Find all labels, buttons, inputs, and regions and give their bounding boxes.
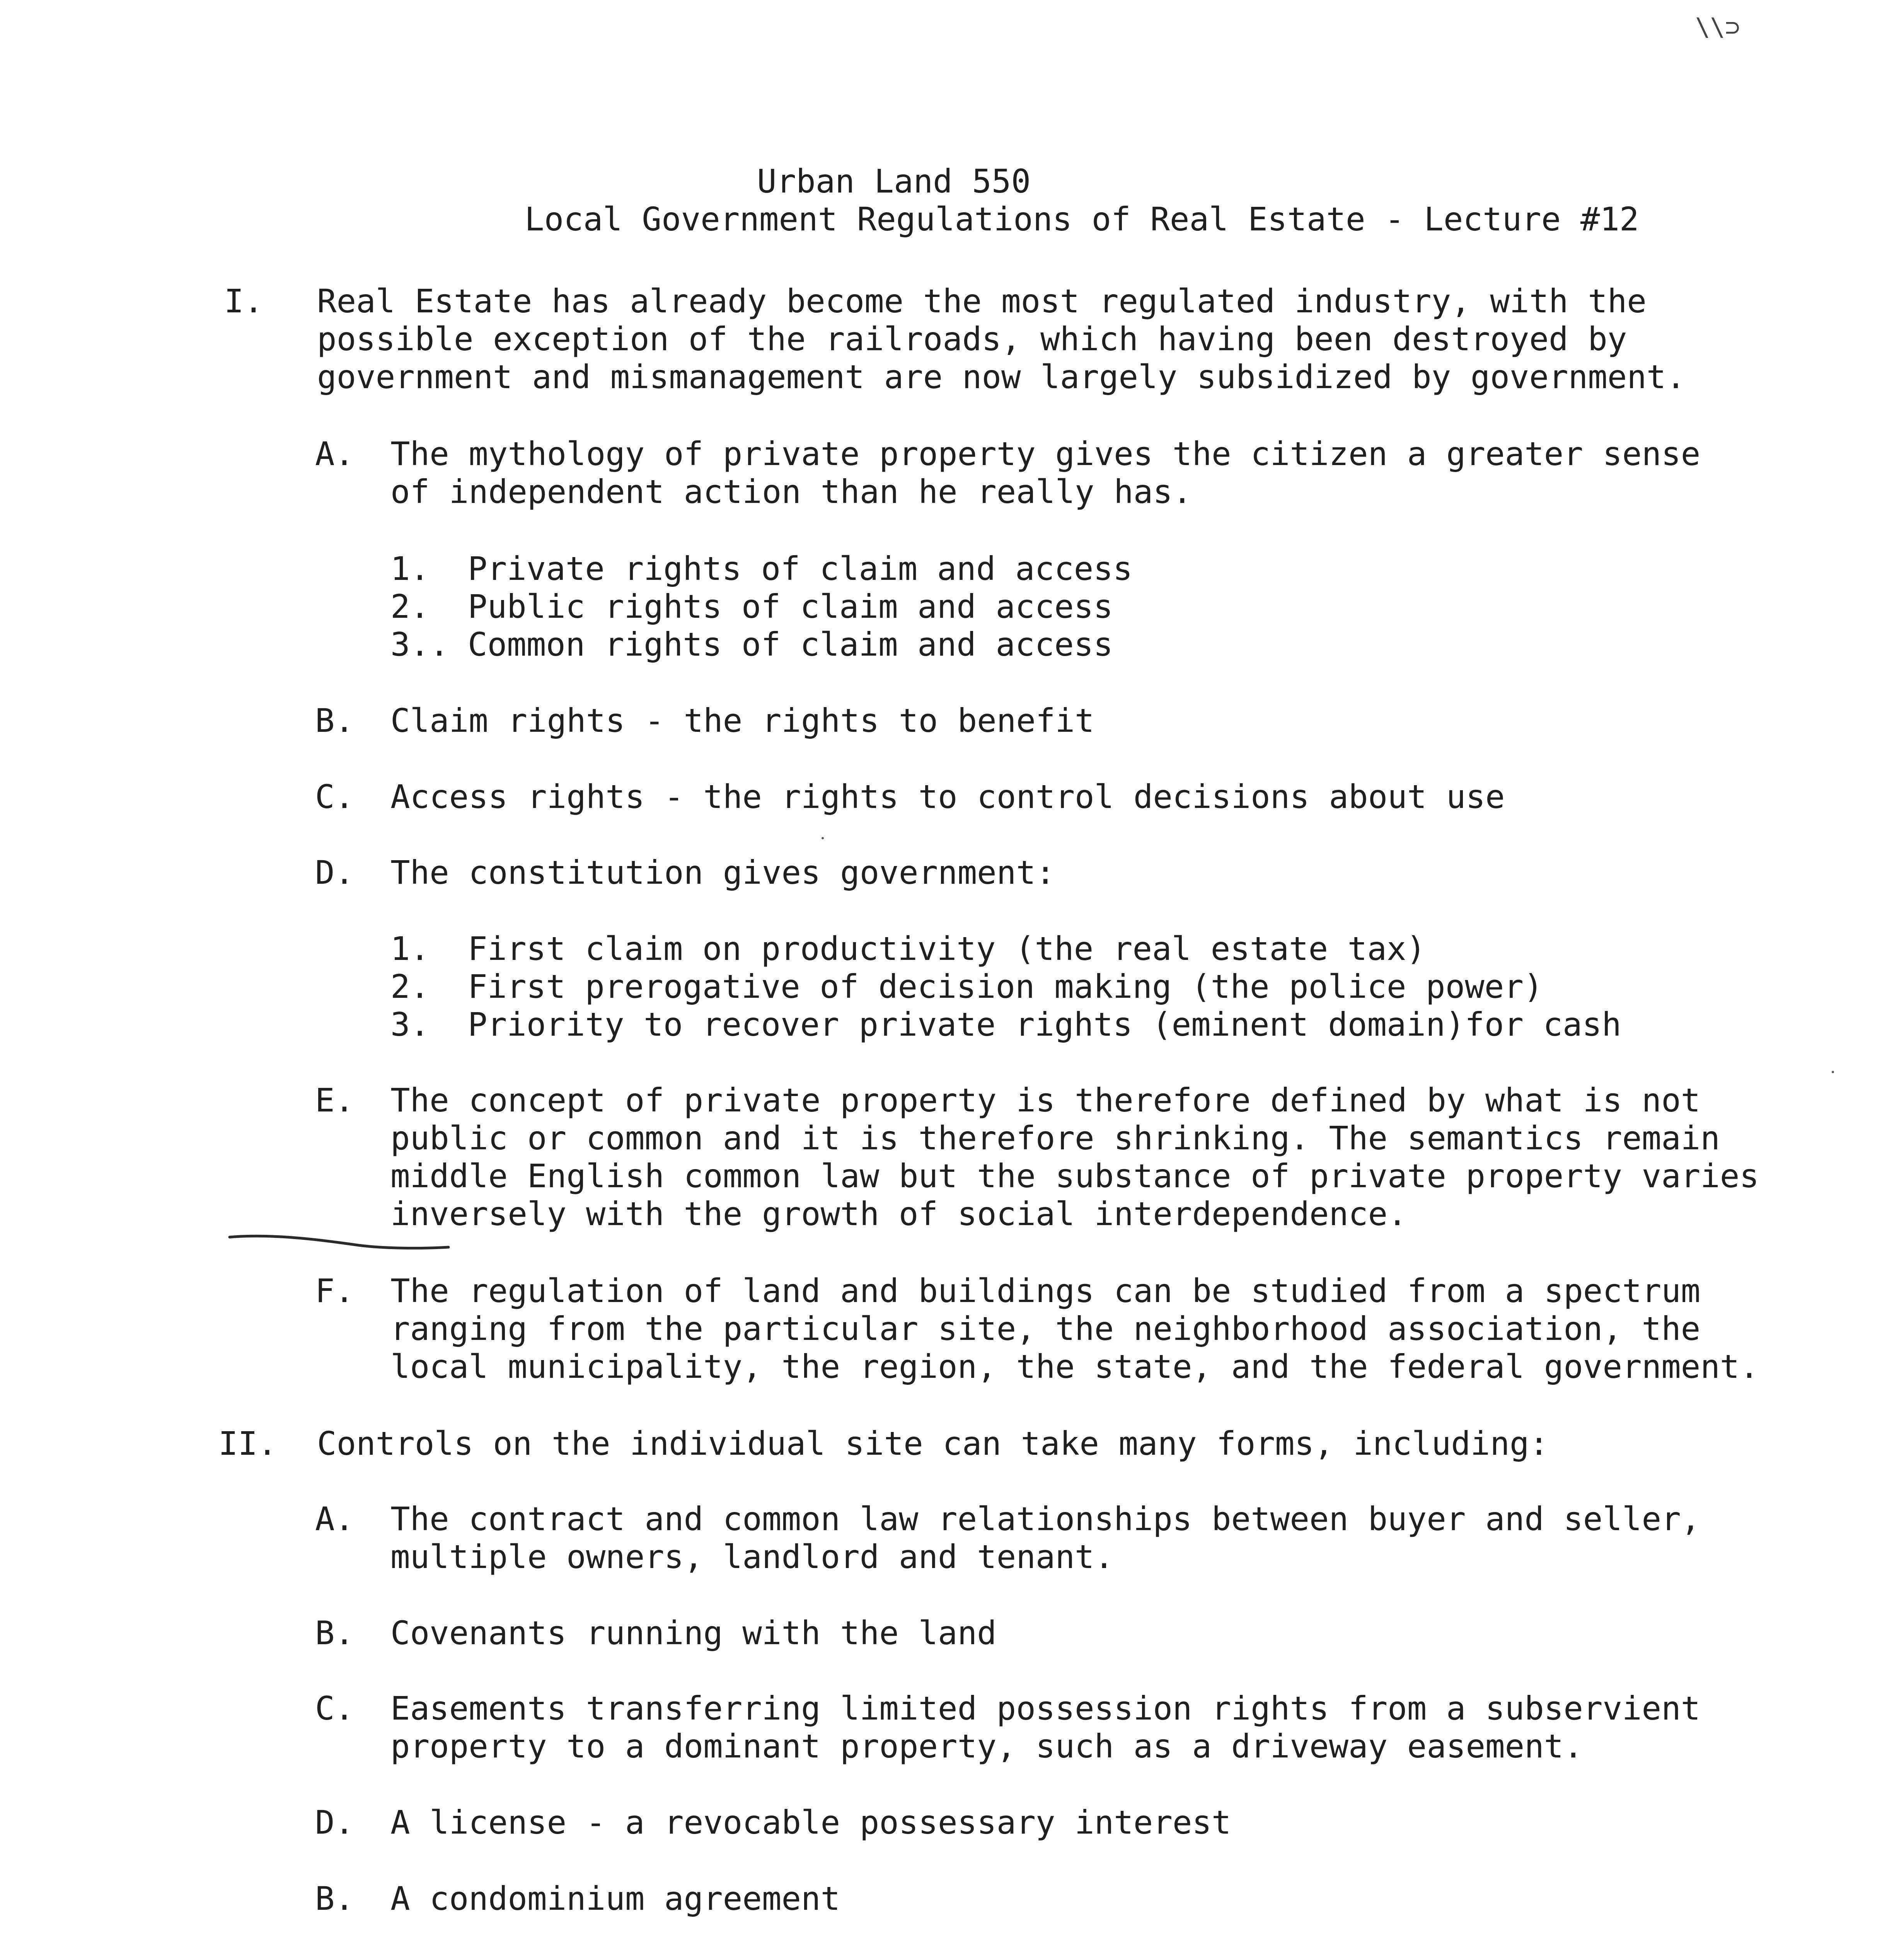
item-text [390, 1880, 840, 1918]
text-line: multiple owners, landlord and tenant. [390, 1538, 1114, 1576]
scan-speck [822, 837, 824, 839]
section-text [317, 282, 1686, 396]
section-label: I. [224, 282, 264, 320]
item-text [390, 854, 1055, 891]
subitem-text: Public rights of claim and access [468, 588, 1113, 626]
scan-speck [1832, 1071, 1834, 1073]
text-line: Access rights - the rights to control decisions about use [390, 778, 1505, 816]
subitem-text: First prerogative of decision making (the police power) [468, 968, 1543, 1006]
item-text [390, 435, 1700, 511]
text-line: middle English common law but the substance of private property varies [390, 1157, 1759, 1195]
section-text [317, 1425, 1549, 1463]
text-line: The contract and common law relationships between buyer and seller, [390, 1500, 1701, 1538]
subitem-label: 1. [390, 930, 430, 968]
text-line: ranging from the particular site, the neighborhood association, the [390, 1310, 1701, 1348]
item-text [390, 1689, 1700, 1765]
text-line: Claim rights - the rights to benefit [390, 702, 1094, 740]
text-line: property to a dominant property, such as a driveway easement. [390, 1727, 1583, 1765]
pencil-stroke-icon [228, 1229, 460, 1256]
item-label: F. [315, 1272, 355, 1310]
item-text [390, 1272, 1759, 1386]
text-line: Real Estate has already become the most regulated industry, with the [317, 282, 1647, 320]
subitem-label: 3. [390, 1006, 430, 1043]
item-label: B. [315, 702, 355, 740]
text-line: Covenants running with the land [390, 1614, 997, 1652]
item-label: B. [315, 1880, 355, 1918]
text-line: The regulation of land and buildings can be studied from a spectrum [390, 1272, 1701, 1310]
item-label: D. [315, 1803, 355, 1841]
text-line: Controls on the individual site can take many forms, including: [317, 1425, 1549, 1463]
item-text [390, 1500, 1700, 1576]
item-label: A. [315, 1500, 355, 1538]
text-line: Easements transferring limited possession rights from a subservient [390, 1689, 1701, 1727]
item-text [390, 1614, 997, 1652]
item-text [390, 702, 1094, 740]
text-line: government and mismanagement are now largely subsidized by government. [317, 358, 1686, 396]
subitem-label: 1. [390, 550, 430, 588]
text-line: A condominium agreement [390, 1880, 840, 1918]
subitem-text: Common rights of claim and access [468, 626, 1113, 663]
subitem-label: 2. [390, 968, 430, 1006]
subitem-label: 2. [390, 588, 430, 626]
item-label: A. [315, 435, 355, 473]
text-line: public or common and it is therefore shrinking. The semantics remain [390, 1119, 1720, 1157]
subitem-text: Priority to recover private rights (eminent domain)for cash [468, 1006, 1621, 1043]
text-line: The mythology of private property gives the citizen a greater sense [390, 435, 1701, 473]
text-line: of independent action than he really has. [390, 473, 1192, 511]
item-label: E. [315, 1081, 355, 1119]
subitem-label: 3.. [390, 626, 449, 663]
document-title: Urban Land 550 [757, 162, 1031, 200]
item-label: C. [315, 1689, 355, 1727]
text-line: The constitution gives government: [390, 854, 1055, 891]
item-label: B. [315, 1614, 355, 1652]
item-label: D. [315, 854, 355, 891]
item-text [390, 778, 1505, 816]
document-subtitle: Local Government Regulations of Real Estate - Lecture #12 [525, 200, 1639, 238]
page-corner-mark: \\⊃ [1695, 13, 1740, 42]
text-line: The concept of private property is therefore defined by what is not [390, 1081, 1701, 1119]
text-line: possible exception of the railroads, which having been destroyed by [317, 320, 1627, 358]
item-text [390, 1081, 1759, 1233]
text-line: inversely with the growth of social interdependence. [390, 1195, 1407, 1233]
subitem-text: Private rights of claim and access [468, 550, 1133, 588]
item-label: C. [315, 778, 355, 816]
section-label: II. [218, 1425, 277, 1463]
text-line: local municipality, the region, the state, and the federal government. [390, 1348, 1759, 1386]
subitem-text: First claim on productivity (the real estate tax) [468, 930, 1426, 968]
item-text [390, 1803, 1231, 1841]
text-line: A license - a revocable possessary interest [390, 1803, 1231, 1841]
